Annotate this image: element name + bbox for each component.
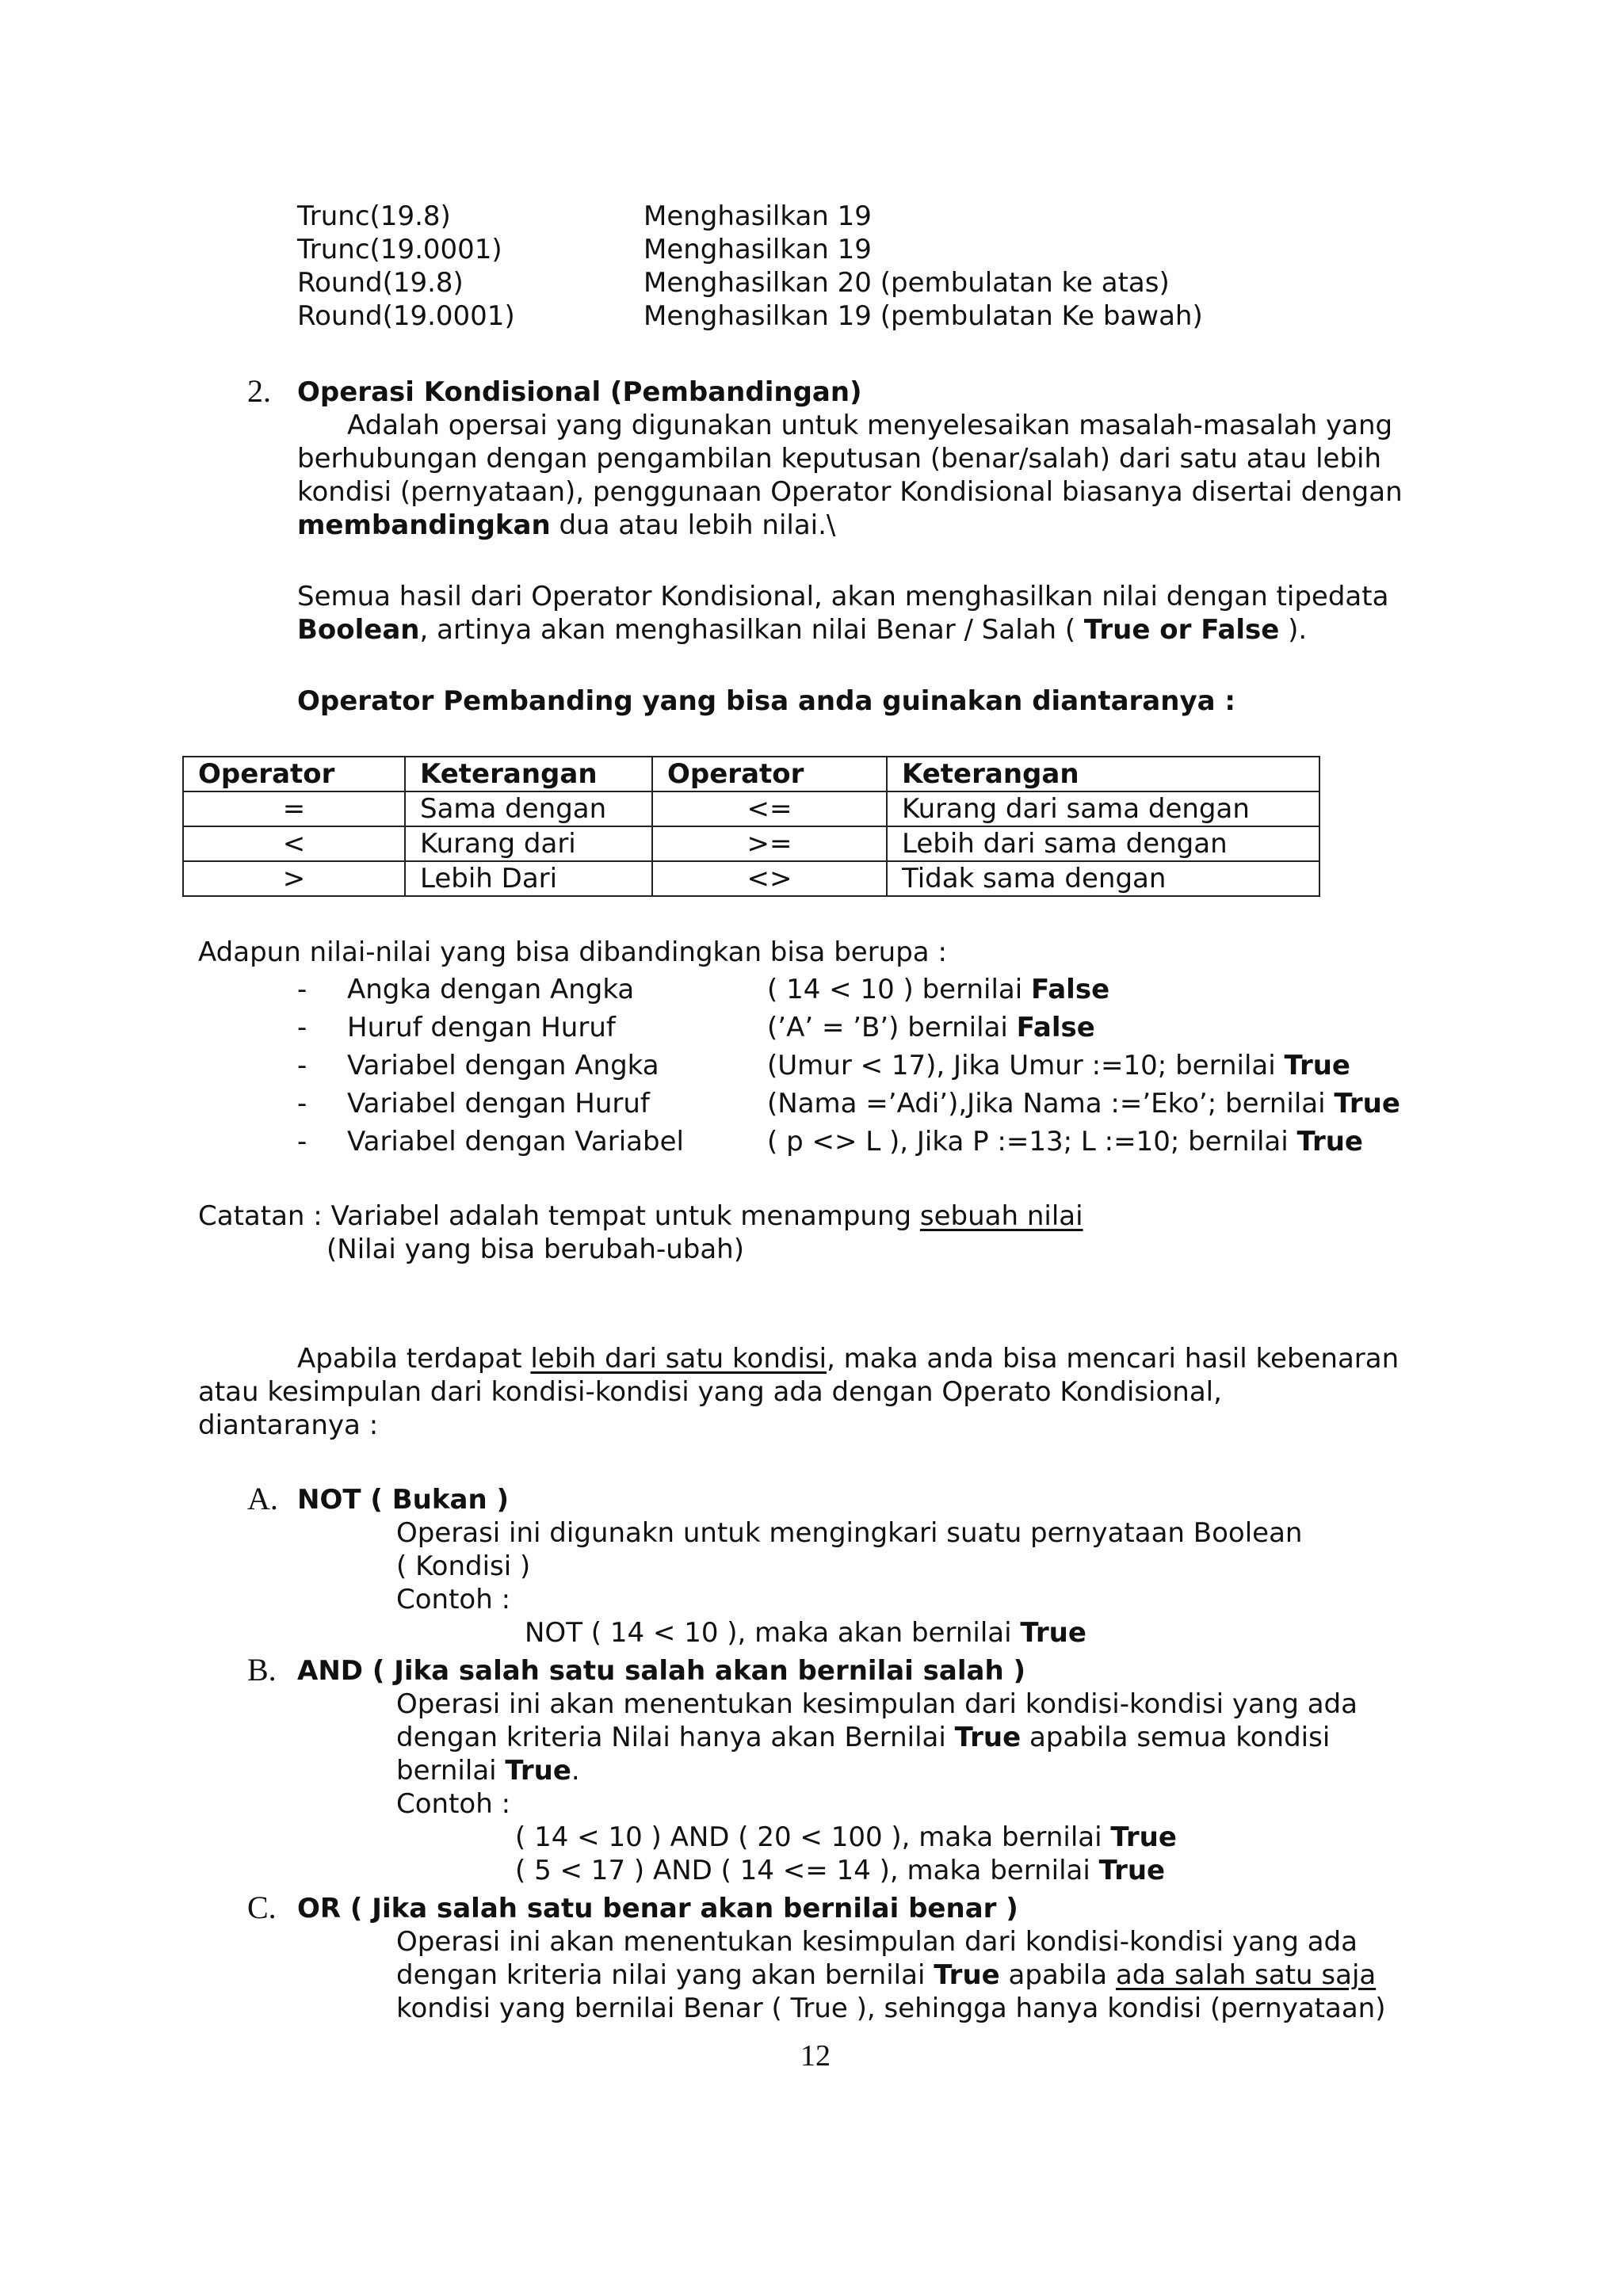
section-paragraph-line: Adalah opersai yang digunakan untuk menyelesaikan masalah-masalah yang xyxy=(347,410,1393,441)
compare-label: Variabel dengan Variabel xyxy=(347,1126,684,1158)
list-letter: A. xyxy=(247,1481,278,1516)
section-paragraph-line: membandingkan dua atau lebih nilai.\ xyxy=(297,509,836,541)
round-result-1: Menghasilkan 20 (pembulatan ke atas) xyxy=(643,267,1170,299)
description-cell: Kurang dari sama dengan xyxy=(887,791,1319,826)
and-description: Operasi ini akan menentukan kesimpulan dari kondisi-kondisi yang ada xyxy=(396,1688,1358,1720)
list-dash: - xyxy=(297,1012,307,1043)
round-result-2: Menghasilkan 19 (pembulatan Ke bawah) xyxy=(643,300,1203,332)
trunc-expr-2: Trunc(19.0001) xyxy=(297,234,502,265)
list-letter: B. xyxy=(247,1652,277,1688)
compare-example: ( 14 < 10 ) bernilai False xyxy=(767,974,1110,1005)
compare-label: Huruf dengan Huruf xyxy=(347,1012,616,1043)
and-title: AND ( Jika salah satu salah akan bernilai salah ) xyxy=(297,1655,1026,1687)
table-header: Keterangan xyxy=(887,757,1319,791)
operator-cell: < xyxy=(183,826,405,861)
compare-label: Variabel dengan Angka xyxy=(347,1050,659,1081)
operators-heading: Operator Pembanding yang bisa anda guinakan diantaranya : xyxy=(297,685,1235,717)
round-expr-1: Round(19.8) xyxy=(297,267,464,299)
and-description: bernilai True. xyxy=(396,1755,580,1787)
not-example: NOT ( 14 < 10 ), maka akan bernilai True xyxy=(525,1617,1086,1649)
section-paragraph-line: kondisi (pernyataan), penggunaan Operator Kondisional biasanya disertai dengan xyxy=(297,476,1403,508)
operator-cell: > xyxy=(183,861,405,896)
operators-table xyxy=(182,756,1320,897)
compare-example: (’A’ = ’B’) bernilai False xyxy=(767,1012,1095,1043)
compare-example: (Nama =’Adi’),Jika Nama :=’Eko’; bernilai True xyxy=(767,1088,1400,1119)
compare-example: (Umur < 17), Jika Umur :=10; bernilai True xyxy=(767,1050,1350,1081)
or-title: OR ( Jika salah satu benar akan bernilai benar ) xyxy=(297,1893,1018,1924)
compare-example: ( p <> L ), Jika P :=13; L :=10; bernilai True xyxy=(767,1126,1363,1158)
description-cell: Lebih Dari xyxy=(405,861,652,896)
list-letter: C. xyxy=(247,1890,277,1925)
table-header: Operator xyxy=(652,757,887,791)
note-line: (Nilai yang bisa berubah-ubah) xyxy=(327,1234,744,1265)
operator-cell: <> xyxy=(652,861,887,896)
page-number: 12 xyxy=(800,2039,831,2073)
or-description: kondisi yang bernilai Benar ( True ), sehingga hanya kondisi (pernyataan) xyxy=(396,1993,1386,2024)
section-number: 2. xyxy=(247,373,271,409)
compare-label: Variabel dengan Huruf xyxy=(347,1088,650,1119)
trunc-result-1: Menghasilkan 19 xyxy=(643,200,872,232)
trunc-expr-1: Trunc(19.8) xyxy=(297,200,451,232)
contoh-label: Contoh : xyxy=(396,1788,511,1820)
table-row xyxy=(183,791,1319,826)
and-example: ( 5 < 17 ) AND ( 14 <= 14 ), maka bernilai True xyxy=(515,1855,1166,1886)
compare-label: Angka dengan Angka xyxy=(347,974,635,1005)
list-dash: - xyxy=(297,1126,307,1158)
table-row xyxy=(183,861,1319,896)
boolean-paragraph-line: Boolean, artinya akan menghasilkan nilai Benar / Salah ( True or False ). xyxy=(297,614,1308,646)
contoh-label: Contoh : xyxy=(396,1584,511,1615)
and-description: dengan kriteria Nilai hanya akan Bernilai True apabila semua kondisi xyxy=(396,1722,1331,1753)
boolean-paragraph-line: Semua hasil dari Operator Kondisional, akan menghasilkan nilai dengan tipedata xyxy=(297,581,1389,612)
table-header: Operator xyxy=(183,757,405,791)
or-description: dengan kriteria nilai yang akan bernilai True apabila ada salah satu saja xyxy=(396,1959,1377,1991)
operator-cell: >= xyxy=(652,826,887,861)
intro-paragraph-line: Apabila terdapat lebih dari satu kondisi, maka anda bisa mencari hasil kebenaran xyxy=(297,1343,1400,1375)
table-header-row xyxy=(183,757,1319,791)
intro-paragraph-line: diantaranya : xyxy=(198,1409,379,1441)
description-cell: Tidak sama dengan xyxy=(887,861,1319,896)
operator-cell: = xyxy=(183,791,405,826)
round-expr-2: Round(19.0001) xyxy=(297,300,515,332)
section-title: Operasi Kondisional (Pembandingan) xyxy=(297,376,862,408)
or-description: Operasi ini akan menentukan kesimpulan dari kondisi-kondisi yang ada xyxy=(396,1926,1358,1958)
list-dash: - xyxy=(297,1050,307,1081)
not-description: ( Kondisi ) xyxy=(396,1550,531,1582)
section-paragraph-line: berhubungan dengan pengambilan keputusan (benar/salah) dari satu atau lebih xyxy=(297,443,1382,475)
bold-term: membandingkan xyxy=(297,509,551,541)
list-dash: - xyxy=(297,1088,307,1119)
not-title: NOT ( Bukan ) xyxy=(297,1484,510,1516)
note-line: Catatan : Variabel adalah tempat untuk menampung sebuah nilai xyxy=(198,1200,1083,1232)
table-row xyxy=(183,826,1319,861)
list-dash: - xyxy=(297,974,307,1005)
trunc-result-2: Menghasilkan 19 xyxy=(643,234,872,265)
description-cell: Sama dengan xyxy=(405,791,652,826)
description-cell: Kurang dari xyxy=(405,826,652,861)
operator-cell: <= xyxy=(652,791,887,826)
description-cell: Lebih dari sama dengan xyxy=(887,826,1319,861)
not-description: Operasi ini digunakn untuk mengingkari suatu pernyataan Boolean xyxy=(396,1517,1303,1549)
table-header: Keterangan xyxy=(405,757,652,791)
compare-intro: Adapun nilai-nilai yang bisa dibandingkan bisa berupa : xyxy=(198,936,947,968)
intro-paragraph-line: atau kesimpulan dari kondisi-kondisi yang ada dengan Operato Kondisional, xyxy=(198,1376,1222,1408)
and-example: ( 14 < 10 ) AND ( 20 < 100 ), maka bernilai True xyxy=(515,1821,1177,1853)
